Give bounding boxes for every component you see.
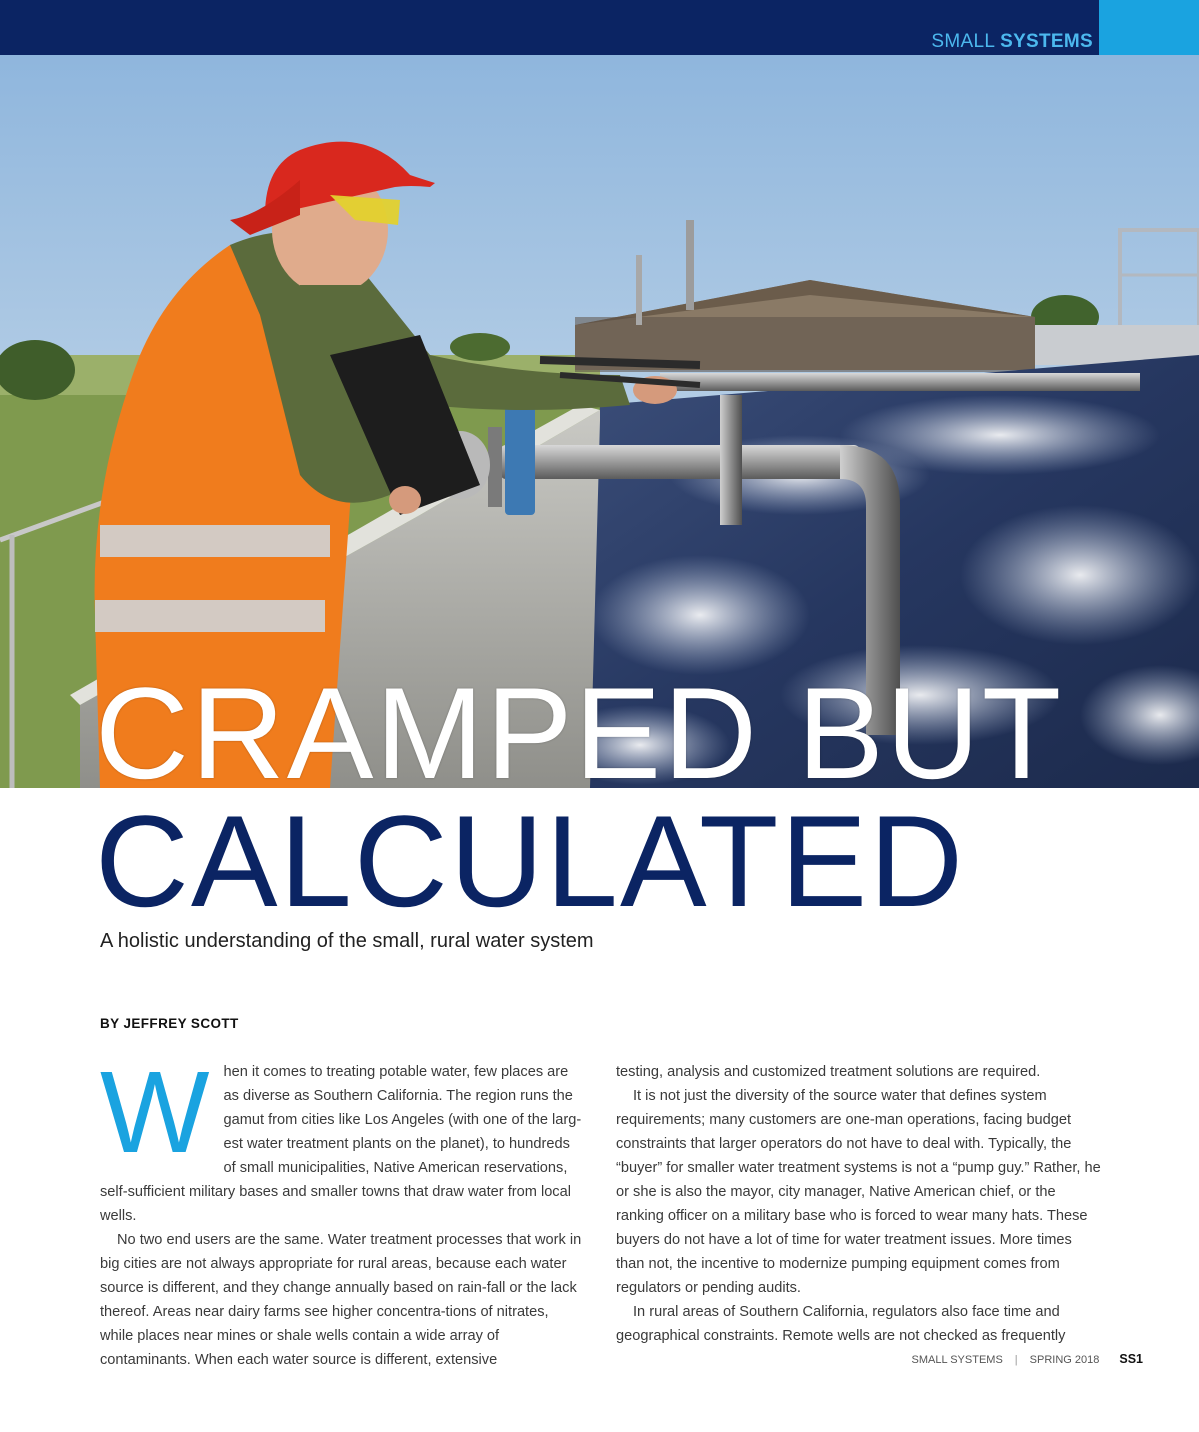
footer-publication: SMALL SYSTEMS bbox=[911, 1354, 1003, 1366]
page-footer bbox=[912, 1352, 1144, 1366]
paragraph: It is not just the diversity of the source water that defines system requirements; many customers are one-man operations, facing budget constraints that larger operators do not have to deal with. Typically, the “buyer” for smaller water treatment systems is not a “pump guy.” Rather, he or she is also the mayor, city manager, Native American chief, or the ranking officer on a military base who is forced to wear many hats. These buyers do not have a lot of time for water treatment issues. More times than not, the incentive to modernize pumping equipment comes from regulators or pending audits. bbox=[616, 1088, 1101, 1296]
article-subtitle: A holistic understanding of the small, rural water system bbox=[100, 930, 594, 952]
banner-accent-block bbox=[1099, 0, 1199, 55]
footer-separator: | bbox=[1014, 1354, 1018, 1366]
paragraph-text: hen it comes to treating potable water, few places are as diverse as Southern California. The region runs the gamut from cities like Los Angeles (with one of the larg-est water treatment plants on the planet), to hundreds of small municipalities, Native American reservations, self-sufficient military bases and smaller towns that draw water from local wells. bbox=[100, 1064, 582, 1224]
article-title-line-2: CALCULATED bbox=[95, 788, 966, 934]
section-label-bold: SYSTEMS bbox=[1000, 31, 1093, 52]
paragraph: No two end users are the same. Water treatment processes that work in big cities are not always appropriate for rural areas, because each water source is different, and they change annually based on rain-fall or the lack thereof. Areas near dairy farms see higher concentra-tions of nitrates, while places near mines or shale wells contain a wide array of contaminants. When each water source is different, extensive bbox=[100, 1232, 582, 1368]
article-title-line-1: CRAMPED BUT bbox=[95, 660, 1064, 806]
drop-cap: W bbox=[100, 1047, 210, 1177]
body-column-left bbox=[100, 1047, 585, 1372]
section-label bbox=[931, 31, 1093, 53]
paragraph: In rural areas of Southern California, regulators also face time and geographical constraints. Remote wells are not checked as frequently bbox=[616, 1304, 1066, 1344]
paragraph bbox=[100, 1047, 585, 1228]
paragraph: testing, analysis and customized treatment solutions are required. bbox=[616, 1064, 1041, 1080]
footer-issue: SPRING 2018 bbox=[1029, 1354, 1100, 1366]
section-label-light: SMALL bbox=[931, 31, 995, 52]
article-byline: BY JEFFREY SCOTT bbox=[100, 1016, 239, 1031]
body-column-right bbox=[616, 1060, 1101, 1348]
page-number: SS1 bbox=[1119, 1352, 1143, 1366]
